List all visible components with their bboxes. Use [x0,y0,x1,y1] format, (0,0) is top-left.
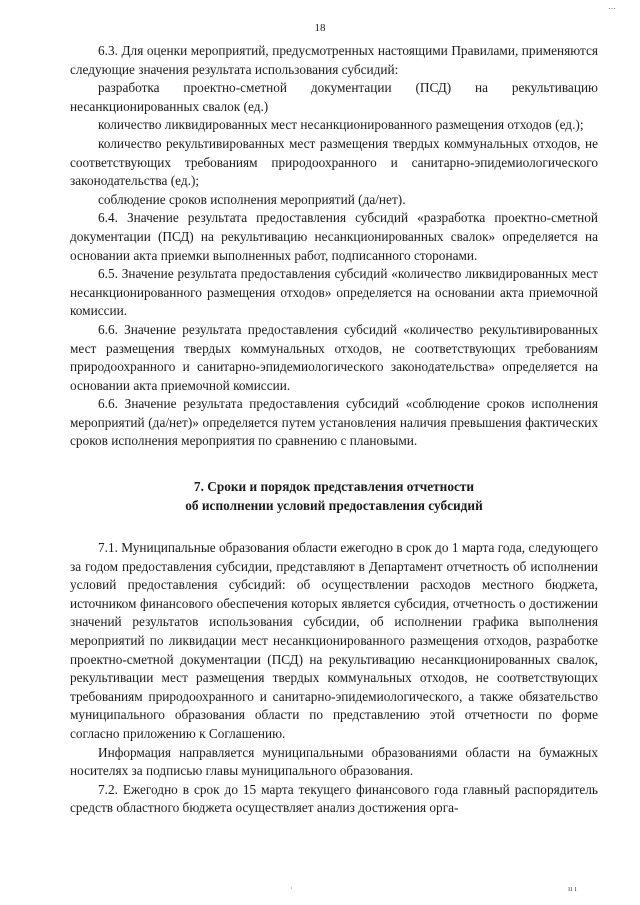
document-body [70,42,598,818]
list-item-deadlines: соблюдение сроков исполнения мероприятий (да/нет). [98,191,406,207]
section-heading-line2: об исполнении условий предоставления субсидий [185,498,483,514]
paragraph-information: Информация направляется муниципальными образованиями области на бумажных носителях за подписью главы муниципального образования. [70,744,598,779]
scan-mark-top-right: … [608,2,616,11]
list-item-liquidated: количество ликвидированных мест несанкционированного размещения отходов (ед.); [98,117,584,133]
paragraph-6-5: 6.5. Значение результата предоставления субсидий «количество ликвидированных мест несанкционированного размещения отходов» определяется на основании акта приемочной комиссии. [70,266,598,319]
paragraph-6-3: 6.3. Для оценки мероприятий, предусмотренных настоящими Правилами, применяются следующие значения результата использования субсидий: [70,43,598,77]
paragraph-6-6b: 6.6. Значение результата предоставления субсидий «соблюдение сроков исполнения мероприятий (да/нет)» определяется путем установления наличия превышения фактических сроков исполнения мероприятия по сравнению с плановыми. [70,396,598,449]
paragraph-7-2: 7.2. Ежегодно в срок до 15 марта текущего финансового года главный распорядитель средств областного бюджета осуществляет анализ достижения орга- [70,781,598,816]
paragraph-6-6a: 6.6. Значение результата предоставления субсидий «количество рекультивированных мест размещения твердых коммунальных отходов, не соответствующих требованиям природоохранного и санитарно-эпидемиологического законодательства» определяется на основании акта приемочной комиссии. [70,321,598,393]
page-number: 18 [314,22,326,34]
paragraph-6-4: 6.4. Значение результата предоставления субсидий «разработка проектно-сметной документации (ПСД) на рекультивацию несанкционированных свалок» определяется на основании акта приемки выполненных работ, подписанного сторонами. [70,210,598,263]
section-heading [70,477,598,515]
list-item-psd: разработка проектно-сметной документации (ПСД) на рекультивацию несанкционированных свалок (ед.) [70,80,598,114]
scan-mark-bottom-right: ıı ı [568,884,577,893]
scan-mark-bottom-center: · [290,884,293,893]
paragraph-7-1: 7.1. Муниципальные образования области ежегодно в срок до 1 марта года, следующего за годом предоставления субсидии, представляют в Департамент отчетность об исполнении условий предоставления субсидий: об осуществлении расходов местного бюджета, источником финансового обеспечения которых является субсидия, отчетность о достижении значений результатов использования субсидии, об исполнении графика выполнения мероприятий по ликвидации мест несанкционированного размещения отходов, разработке проектно-сметной документации (ПСД) на рекультивацию несанкционированных свалок, рекультивации мест размещения твердых коммунальных отходов, не соответствующих требованиям природоохранного и санитарно-эпидемиологического, а также обязательство муниципального образования области по представлению этой отчетности по форме согласно приложению к Соглашению. [70,540,598,741]
section-heading-line1: 7. Сроки и порядок представления отчетности [193,479,475,495]
list-item-recultivated: количество рекультивированных мест размещения твердых коммунальных отходов, не соответствующих требованиям природоохранного и санитарно-эпидемиологического законодательства (ед.); [70,135,598,189]
